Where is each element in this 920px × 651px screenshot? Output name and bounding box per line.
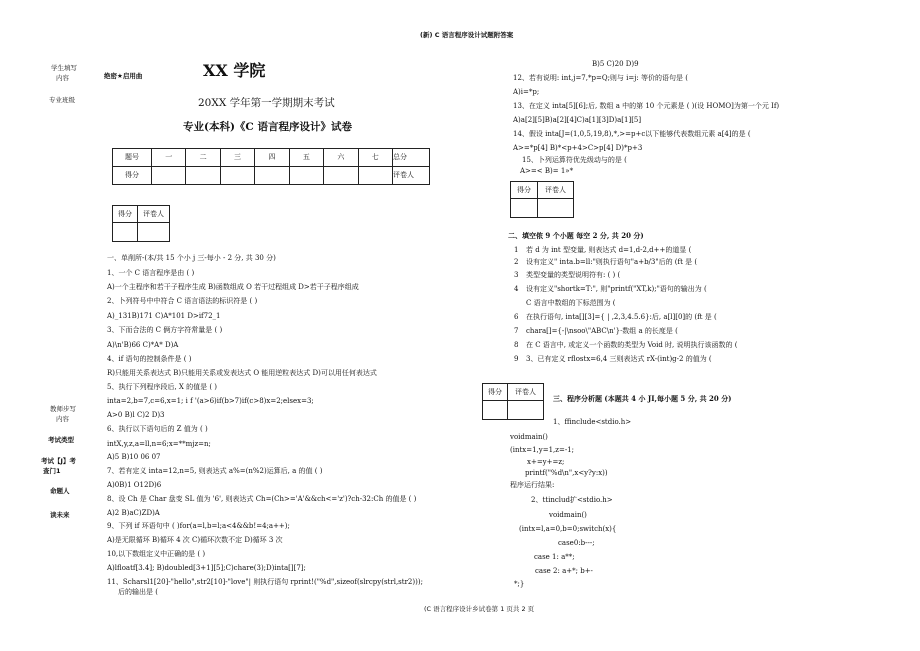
question-line: B)5 C)20 D)9 — [592, 60, 639, 68]
program-line: case0:b---; — [558, 539, 595, 547]
question-line: A)\n'B)66 C)*A* D)A — [107, 341, 179, 349]
program-section-title: 三、程序分析题 (本题共 4 小 JI,每小题 5 分, 共 20 分) — [553, 394, 732, 403]
fill-item-number: 6 — [514, 313, 519, 321]
fill-section-title: 二、填空侬 9 个小题 每空 2 分, 共 20 分) — [508, 231, 644, 240]
question-line: A>=< B)= 1»* — [520, 167, 574, 175]
small-score-label: 得分 — [483, 384, 508, 401]
question-line: 一、单削所-(本/共 15 个小 j 三-每小 - 2 分, 共 30 分) — [107, 254, 276, 262]
small-score-box-1 — [112, 205, 170, 242]
question-line: A)0B)1 O12D)6 — [107, 481, 162, 489]
fill-item-number: 8 — [514, 341, 519, 349]
fill-item-number: 1 — [514, 246, 519, 254]
fill-item-number: 7 — [514, 327, 519, 335]
score-row-label: 得分 — [113, 167, 152, 185]
score-header-cell: 五 — [289, 149, 323, 167]
question-line: A)一个主程序和若干子程序生成 B)函数组成 O 若干过程组成 D>若干子程序组成 — [107, 283, 359, 291]
question-line: 后的输出是 ( — [118, 588, 158, 596]
score-header-cell: 题号 — [113, 149, 152, 167]
question-line: 4、if 语句的控制条件是 ( ) — [107, 355, 192, 363]
program-line: case 1: a**; — [534, 553, 575, 561]
question-line: intX,y,z,a=ll,n=6;x=**mjz=n; — [107, 440, 211, 448]
exam-term: 20XX 学年第一学期期末考试 — [198, 97, 335, 109]
score-table — [112, 148, 430, 185]
score-header-cell: 一 — [152, 149, 186, 167]
question-line: 5、执行下列程序段后, X 的值是 ( ) — [107, 383, 218, 391]
small-reviewer-label: 评卷人 — [538, 182, 574, 199]
question-line: 12、若有说明: int,j=7,*p=Q;则与 i=j: 等价的语句是 ( — [513, 74, 688, 82]
question-line: 9、下列 if 环语句中 ( )for(a=l,b=l;a<4&&b!=4;a++); — [107, 522, 290, 530]
question-line: A)_131B)171 C)A*101 D>if72_1 — [107, 312, 221, 320]
score-header-cell: 四 — [255, 149, 289, 167]
question-line: A)是无限循环 B)循环 4 次 C)循环次数不定 D)循环 3 次 — [107, 536, 283, 544]
question-line: A)i=*p; — [513, 88, 540, 96]
program-line: case 2: a+*; b+- — [535, 567, 593, 575]
program-line: voidmain() — [510, 433, 548, 441]
header-title: (新) C 语言程序设计试题附答案 — [420, 31, 514, 39]
small-score-label: 得分 — [113, 206, 138, 223]
score-reviewer-cell: 评卷人 — [393, 167, 430, 185]
fill-item-text: chara[]={-|\nsoo\"ABC\n'}·数组 a 的长度是 ( — [526, 327, 678, 335]
question-line: 2、卜列符号中中符合 C 语言语法的标识符是 ( ) — [107, 297, 258, 305]
small-reviewer-label: 评卷人 — [508, 384, 544, 401]
fill-item-text: 若 d 为 int 型变量, 则表达式 d=1,d-2,d++的道显 ( — [526, 246, 692, 254]
fill-item-text: 在 C 语言中, 或定义一个函数的类型为 Void 时, 说明执行该函数的 ( — [526, 341, 738, 349]
program-line: printf("%d\n",x<y?y:x)) — [525, 469, 608, 477]
question-line: A)2 B)aC)ZD)A — [107, 509, 160, 517]
question-line: A>0 B)l C)2 D)3 — [107, 411, 165, 419]
fill-item-text: 类型变量的类型说明符有: ( ) ( — [526, 271, 621, 279]
question-line: inta=2,b=7,c=6,x=1; i f '(a>6)if(b>7)if(c>8)x=2;elsex=3; — [107, 397, 314, 405]
small-score-label: 得分 — [511, 182, 538, 199]
question-line: 14、假设 inta[J=(1,0,5,19,8),*,>=p+c以下能够代表数组元素 a[4]的是 ( — [513, 130, 751, 138]
fill-item-number: 4 — [514, 285, 519, 293]
question-line: 1、一个 C 语言程序是由 ( ) — [107, 269, 195, 277]
sidebar-student-info-2: 内容 — [56, 74, 69, 82]
question-line: R)只能用关系表达式 B)只能用关系或发表达式 O 能用逆粒表达式 D)可以用任何表达式 — [107, 369, 377, 377]
sidebar-teacher-info-2: 内容 — [56, 415, 69, 423]
program-line: (intx=1,y=1,z=-1; — [510, 446, 575, 454]
sidebar-major-class: 专业班级 — [49, 96, 75, 104]
program-line: voidmain() — [549, 511, 587, 519]
question-line: 15、卜列运算符优先级动与的是 ( — [522, 156, 627, 164]
question-line: 3、下而合法的 C 俩方字符常量是 ( ) — [107, 326, 223, 334]
school-name: XX 学院 — [203, 61, 266, 80]
sidebar-proposer: 命题人 — [50, 487, 70, 495]
fill-item-text: 设有定义" intа.b=ll:"则执行语句"a+b/3"后的 (ft 是 ( — [526, 258, 698, 266]
question-line: 10,以下数组定义中正确的是 ( ) — [107, 550, 206, 558]
sidebar-exam-form-1: 考试【J】考 — [41, 457, 76, 465]
program-line: x+=y+=z; — [527, 458, 565, 466]
secret-mark: 绝密★启用曲 — [104, 72, 143, 80]
small-score-box-3 — [482, 383, 544, 420]
question-line: A)5 B)10 06 07 — [107, 453, 161, 461]
fill-item-text: C 语言中数组的下标范围为 ( — [526, 299, 616, 307]
question-line: A)lfloatf[3.4]; B)doubled[3+1][5];C)chare(3);D)inta[][7]; — [107, 564, 306, 572]
fill-item-number: 3 — [514, 271, 519, 279]
sidebar-student-info-1: 学生填写 — [51, 64, 77, 72]
course-title: 专业(本科)《C 语言程序设计》试卷 — [183, 121, 352, 133]
question-line: 7、若有定义 inta=12,n=5, 则表达式 a%=(n%2)运算后, a 的值 ( ) — [107, 467, 323, 475]
score-header-cell: 七 — [358, 149, 392, 167]
score-header-cell: 二 — [186, 149, 220, 167]
question-line: 6、执行以下语句后的 Z 值为 ( ) — [107, 425, 208, 433]
sidebar-exam-form-2: 查门1 — [43, 467, 61, 475]
program-line: (intx=l,a=0,b=0;switch(x){ — [519, 525, 617, 533]
question-line: 11、Scharsl1[20]-"hello",str2[10]-"love"| 则执行语句 rprint!("%d",sizeof(slrcpy(strl,str2))); — [107, 578, 423, 586]
fill-item-number: 9 — [514, 355, 519, 363]
question-line: 8、设 Ch 是 Char 盘变 SL 值为 '6', 则表达式 Ch=(Ch>='A'&&ch<='z')?ch-32:Ch 的值是 ( ) — [107, 495, 417, 503]
question-line: 13、在定义 inta[5][6];后, 数组 a 中的第 10 个元素是 ( )(设 HOMO]为第一个元 If) — [513, 102, 780, 110]
sidebar-teacher-info-1: 教师步写 — [50, 405, 76, 413]
score-header-cell: 三 — [220, 149, 254, 167]
score-header-cell: 总分 — [393, 149, 430, 167]
question-line: A>=*p[4] B)*<p+4>C>p[4] D)*p+3 — [513, 144, 643, 152]
score-header-cell: 六 — [324, 149, 358, 167]
fill-item-text: 在执行语句, inta[][3]={ | ,2,3,4.5.6}:后, a[l][0]的 (ft 是 ( — [526, 313, 717, 321]
sidebar-exam-type: 考试类型 — [48, 436, 74, 444]
fill-item-number: 2 — [514, 258, 519, 266]
program-line: 2、ttinclud扩<stdio.h> — [531, 496, 613, 504]
fill-item-text: 设有定义"shortk=T:", 则"printf("XT,k);"语句的输出为 ( — [526, 285, 707, 293]
footer-text: (C 语言程序设计乡试卷第 1 页共 2 页 — [424, 605, 535, 613]
small-score-box-2 — [510, 181, 574, 218]
sidebar-reviewer: 读未来 — [50, 511, 70, 519]
program-line: 1、ffinclude<stdio.h> — [553, 418, 632, 426]
program-line: 程序运行结果: — [510, 481, 555, 489]
program-line: *;} — [514, 580, 525, 588]
question-line: A)a[2][5]B)a[2][4]C)a[1][3]D)a[1][5] — [513, 116, 642, 124]
small-reviewer-label: 评卷人 — [138, 206, 170, 223]
fill-item-text: 3、已有定义 rflostx=6,4 三则表达式 rX-(int)g-2 的值为 ( — [526, 355, 712, 363]
